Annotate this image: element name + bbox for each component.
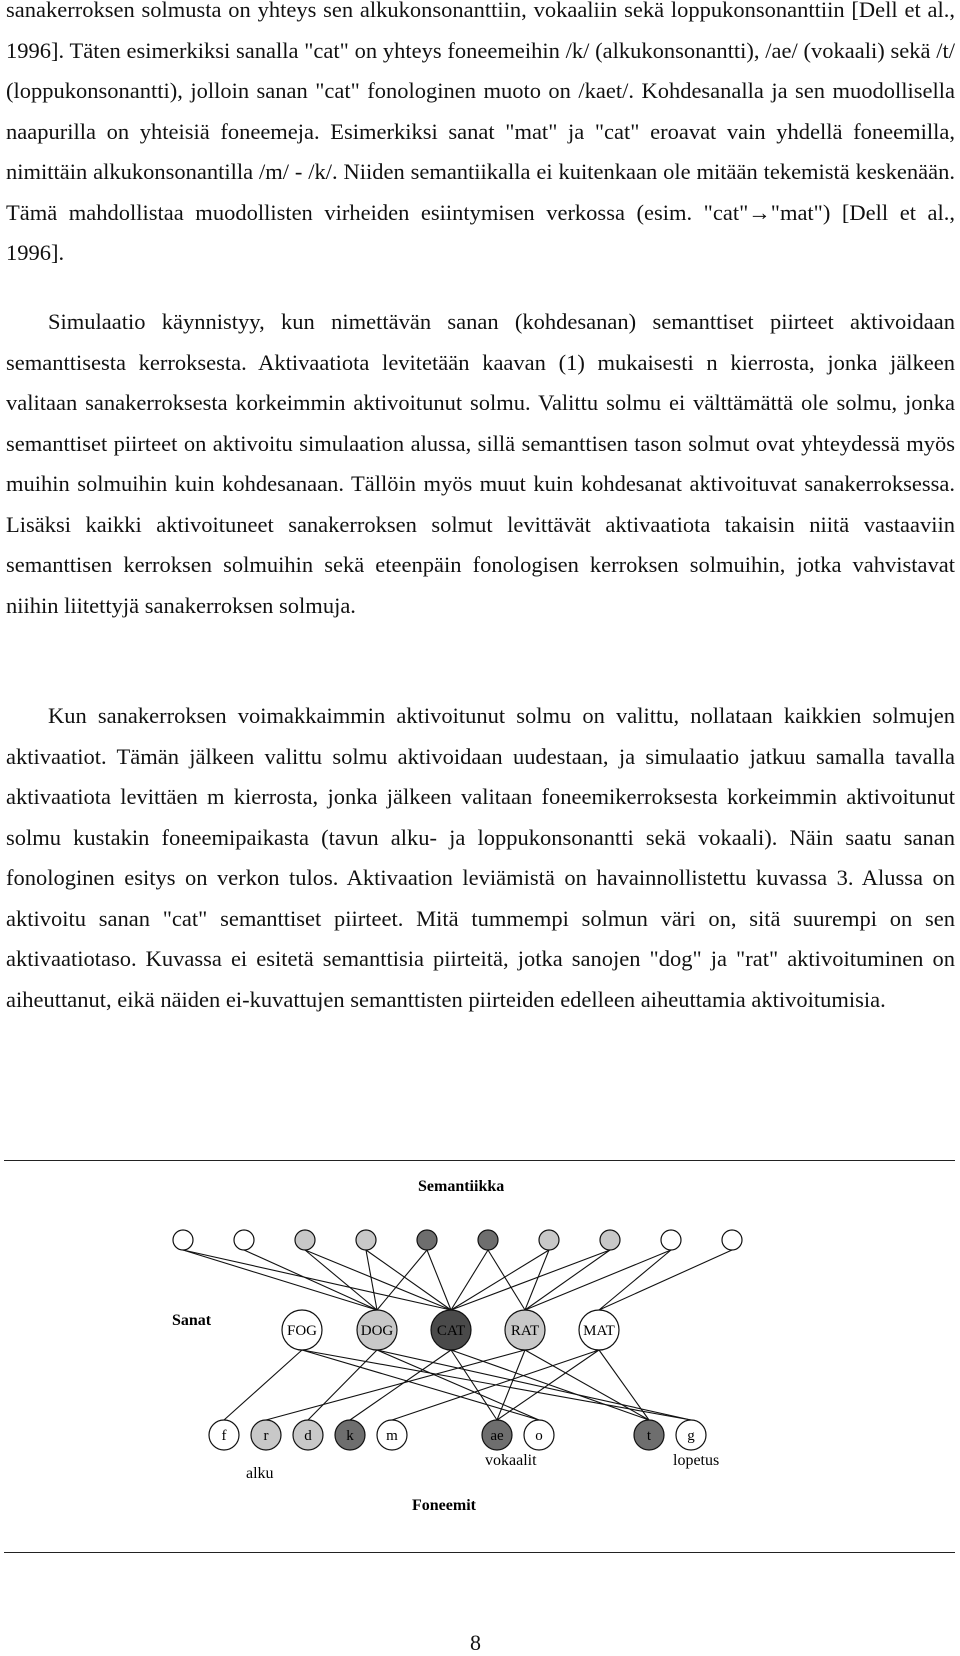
onset-label-f: f [221, 1428, 227, 1444]
word-onset-edge [266, 1350, 525, 1420]
onset-label-m: m [386, 1428, 398, 1444]
semantic-word-edge [451, 1250, 549, 1310]
coda-label: lopetus [673, 1452, 720, 1469]
paragraph-1: sanakerroksen solmusta on yhteys sen alkukonsonanttiin, vokaaliin sekä loppukonsonanttiin [Dell et al., 1996]. Täten esimerkiksi sanalla "cat" on yhteys foneemeihin /k/ (alkukonsonantti), /ae/ (vokaali) sekä /t/ (loppukonsonantti), jolloin sanan "cat" fonologinen muoto on /kaet/. Kohdesanalla ja sen muodollisella naapurilla on yhteisiä foneemeja. Esimerkiksi sanat "mat" ja "cat" eroavat vain yhdellä foneemilla, nimittäin alkukonsonantilla /m/ - /k/. Niiden semantiikalla ei kuitenkaan ole mitään tekemistä keskenään. Tämä mahdollistaa muodollisten virheiden esiintymisen verkossa (esim. "cat"→"mat") [Dell et al., 1996]. [6, 0, 955, 265]
coda-label-g: g [687, 1428, 695, 1444]
word-label-cat: CAT [436, 1323, 466, 1339]
word-label-dog: DOG [360, 1323, 394, 1339]
onset-label-d: d [304, 1428, 312, 1444]
network-nodes [173, 1230, 742, 1450]
semantic-word-edge [244, 1250, 377, 1310]
semantic-word-edge [183, 1250, 377, 1310]
page-number: 8 [470, 1630, 481, 1655]
word-onset-edge [308, 1350, 377, 1420]
paragraph-3: Kun sanakerroksen voimakkaimmin aktivoitunut solmu on valittu, nollataan kaikkien solmujen aktivaatiot. Tämän jälkeen valittu solmu aktivoidaan uudestaan, ja simulaatio jatkuu samalla tavalla aktivaatiota levittäen m kierrosta, jonka jälkeen valitaan foneemikerroksesta korkeimmin aktivoitunut solmu kustakin foneemipaikasta (tavun alku- ja loppukonsonantti sekä vokaali). Näin saatu sanan fonologinen esitys on verkon tulos. Aktivaation leviämistä on havainnollistettu kuvassa 3. Alussa on aktivoitu sanan "cat" semanttiset piirteet. Mitä tummempi solmun väri on, sitä suurempi on sen aktivaatiotaso. Kuvassa ei esitetä semanttisia piirteitä, jotka sanojen "dog" ja "rat" aktivoituminen on aiheuttanut, eikä näiden ei-kuvattujen semanttisten piirteiden edelleen aiheuttamia aktivoitumisia. [6, 703, 955, 1012]
semantic-word-edge [451, 1250, 610, 1310]
word-coda-edge [451, 1350, 649, 1420]
semantic-word-edge [183, 1250, 451, 1310]
vowels-label: vokaalit [485, 1452, 537, 1469]
network-diagram [0, 1160, 960, 1540]
vowel-label-o: o [535, 1428, 543, 1444]
semantic-node [234, 1230, 254, 1250]
semantics-label: Semantiikka [418, 1178, 505, 1195]
semantic-word-edge [599, 1250, 732, 1310]
word-coda-edge [525, 1350, 649, 1420]
onset-label-k: k [346, 1428, 354, 1444]
semantic-node [295, 1230, 315, 1250]
semantic-word-edge [599, 1250, 671, 1310]
semantic-node [661, 1230, 681, 1250]
onset-label: alku [246, 1465, 274, 1482]
word-vowel-edge [497, 1350, 525, 1420]
word-vowel-edge [302, 1350, 539, 1420]
semantic-node [417, 1230, 437, 1250]
figure-3 [0, 1160, 960, 1540]
words-label: Sanat [172, 1312, 212, 1329]
word-onset-edge [224, 1350, 302, 1420]
semantic-node [600, 1230, 620, 1250]
word-label-fog: FOG [286, 1323, 318, 1339]
semantic-word-edge [366, 1250, 377, 1310]
figure-bottom-rule [4, 1552, 955, 1553]
word-label-rat: RAT [510, 1323, 540, 1339]
semantic-node [173, 1230, 193, 1250]
onset-label-r: r [263, 1428, 269, 1444]
coda-label-t: t [646, 1428, 652, 1444]
semantic-node [478, 1230, 498, 1250]
word-label-mat: MAT [583, 1323, 615, 1339]
word-vowel-edge [497, 1350, 599, 1420]
semantic-word-edge [451, 1250, 488, 1310]
semantic-word-edge [488, 1250, 525, 1310]
semantic-node [722, 1230, 742, 1250]
semantic-node [356, 1230, 376, 1250]
semantic-node [539, 1230, 559, 1250]
vowel-label-ae: ae [490, 1428, 504, 1444]
phonemes-label: Foneemit [412, 1497, 476, 1514]
word-coda-edge [599, 1350, 649, 1420]
paragraph-2: Simulaatio käynnistyy, kun nimettävän sanan (kohdesanan) semanttiset piirteet aktivoidaan semanttisesta kerroksesta. Aktivaatiota levitetään kaavan (1) mukaisesti n kierrosta, jonka jälkeen valitaan sanakerroksesta korkeimmin aktivoitunut solmu. Valittu solmu ei välttämättä ole solmu, jonka semanttiset piirteet on aktivoitu simulaation alussa, sillä semanttisen tason solmut ovat yhteydessä myös muihin solmuihin kuin kohdesanaan. Tällöin myös muut kuin kohdesanat aktivoituvat sanakerroksessa. Lisäksi kaikki aktivoituneet sanakerroksen solmut levittävät aktivaatiota takaisin niitä vastaaviin semanttisen kerroksen solmuihin sekä eteenpäin fonologisen kerroksen solmuihin, jotka vahvistavat niihin liitettyjä sanakerroksen solmuja. [6, 309, 955, 618]
semantic-word-edge [377, 1250, 427, 1310]
